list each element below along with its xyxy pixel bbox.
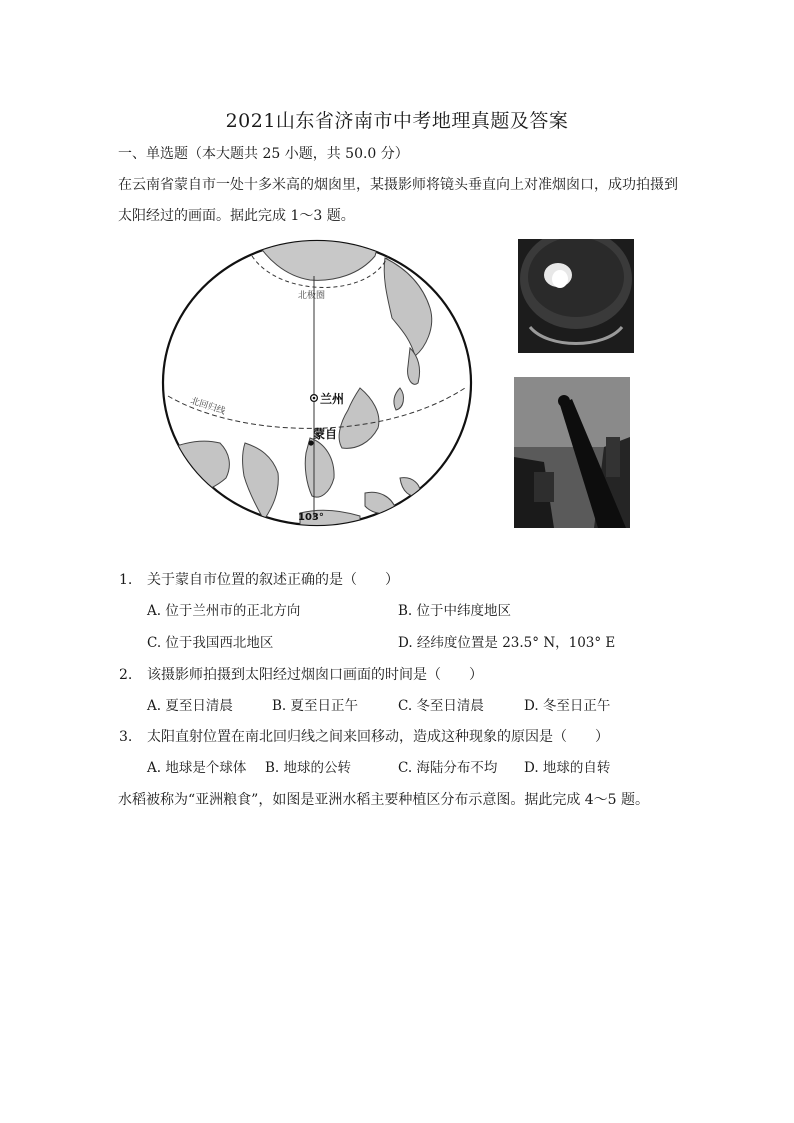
question-3-number: 3. — [119, 729, 133, 745]
arctic-circle-label: 北极圈 — [298, 291, 326, 301]
intro-4-5: 水稻被称为“亚洲粮食”，如图是亚洲水稻主要种植区分布示意图。据此完成 4～5 题。 — [118, 792, 650, 808]
question-2-option-d[interactable]: D. 冬至日正午 — [524, 698, 611, 714]
chimney-photo — [514, 377, 630, 528]
mengzi-point — [308, 440, 313, 445]
question-1-option-a[interactable]: A. 位于兰州市的正北方向 — [147, 603, 301, 619]
question-3-option-c[interactable]: C. 海陆分布不均 — [398, 760, 498, 776]
question-2-option-b[interactable]: B. 夏至日正午 — [272, 698, 359, 714]
question-2-number: 2. — [119, 667, 133, 683]
question-3-stem: 太阳直射位置在南北回归线之间来回移动，造成这种现象的原因是（ ） — [147, 729, 609, 745]
question-1-option-c[interactable]: C. 位于我国西北地区 — [147, 635, 274, 651]
question-2-option-c[interactable]: C. 冬至日清晨 — [398, 698, 484, 714]
tropic-label: 北回归线 — [189, 396, 227, 417]
question-3-option-d[interactable]: D. 地球的自转 — [524, 760, 611, 776]
question-1-number: 1. — [119, 572, 133, 588]
question-3-option-b[interactable]: B. 地球的公转 — [265, 760, 352, 776]
question-2-option-a[interactable]: A. 夏至日清晨 — [147, 698, 233, 714]
chimney-sun-photo — [518, 239, 634, 353]
intro-line-2: 太阳经过的画面。据此完成 1～3 题。 — [118, 208, 355, 224]
lanzhou-point-center — [313, 397, 316, 400]
question-2-stem: 该摄影师拍摄到太阳经过烟囱口画面的时间是（ ） — [147, 667, 483, 683]
question-1-stem: 关于蒙自市位置的叙述正确的是（ ） — [147, 572, 399, 588]
meridian-label: 103° — [298, 512, 324, 523]
intro-line-1: 在云南省蒙自市一处十多米高的烟囱里，某摄影师将镜头垂直向上对准烟囱口，成功拍摄到 — [118, 177, 678, 193]
mengzi-label: 蒙自 — [313, 427, 338, 441]
question-3-option-a[interactable]: A. 地球是个球体 — [147, 760, 247, 776]
question-1-option-b[interactable]: B. 位于中纬度地区 — [398, 603, 512, 619]
section-heading: 一、单选题（本大题共 25 小题，共 50.0 分） — [118, 146, 409, 162]
question-1-option-d[interactable]: D. 经纬度位置是 23.5° N，103° E — [398, 635, 616, 651]
page-title: 2021山东省济南市中考地理真题及答案 — [225, 110, 569, 132]
globe-map-figure — [160, 238, 476, 528]
lanzhou-label: 兰州 — [320, 392, 345, 406]
